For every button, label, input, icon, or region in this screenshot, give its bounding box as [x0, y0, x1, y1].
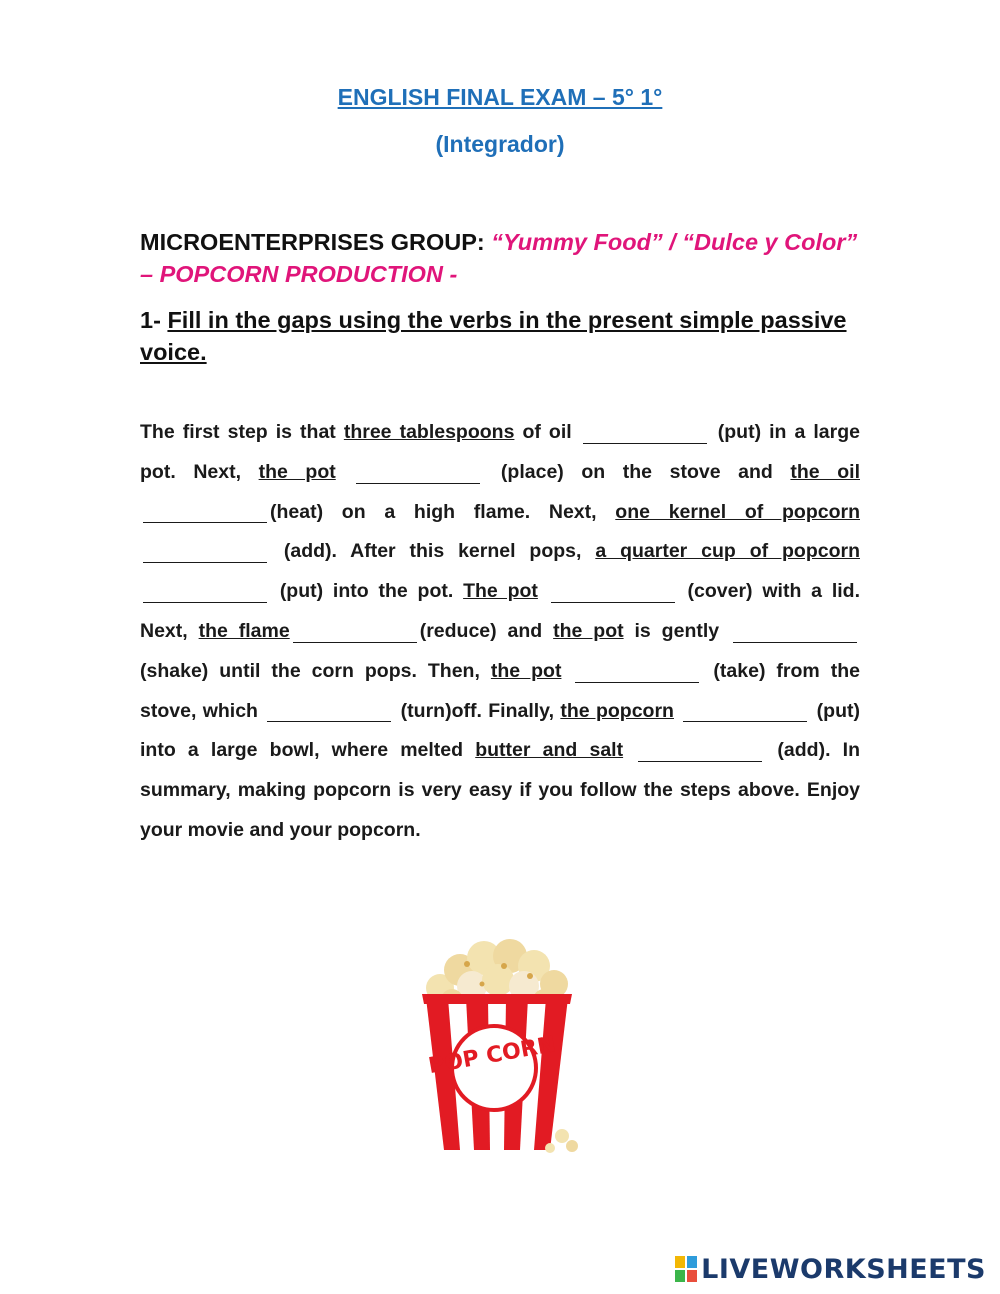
- subject-underline: the oil: [790, 460, 860, 483]
- liveworksheets-logo-icon: [675, 1256, 697, 1282]
- text-segment: (add). In summary, making popcorn is very easy if you follow the steps above. Enjoy your movie and your popcorn.: [140, 739, 861, 841]
- subject-underline: The pot: [463, 580, 538, 603]
- gap-input-9[interactable]: [575, 662, 699, 683]
- gap-input-2[interactable]: [356, 463, 480, 484]
- brand-footer: [675, 1253, 986, 1285]
- brand-name: LIVEWORKSHEETS: [701, 1253, 986, 1285]
- text-segment: of oil: [514, 421, 580, 443]
- gap-input-12[interactable]: [638, 741, 762, 762]
- popcorn-bucket-image: [412, 936, 582, 1166]
- text-segment: (cover) with a lid. Next,: [140, 580, 860, 642]
- text-segment: (shake) until the corn pops. Then,: [140, 659, 491, 682]
- text-segment: (heat) on a high flame. Next,: [270, 500, 616, 523]
- text-segment: (take) from the stove, which: [140, 659, 861, 722]
- gap-input-4[interactable]: [143, 542, 267, 563]
- text-segment: (put) into the pot.: [270, 580, 464, 603]
- group-name: “Yummy Food” / “Dulce y Color” – POPCORN PRODUCTION -: [140, 229, 858, 287]
- badge-text: POP CORN: [426, 1032, 558, 1080]
- gap-input-10[interactable]: [267, 701, 391, 722]
- subject-underline: the popcorn: [560, 699, 674, 722]
- text-segment: The first step is that: [140, 421, 344, 443]
- page-subtitle: (Integrador): [435, 131, 565, 157]
- text-segment: (turn)off. Finally,: [394, 699, 561, 722]
- instruction-number: 1-: [140, 307, 161, 333]
- instruction-text: Fill in the gaps using the verbs in the present simple passive voice.: [140, 307, 847, 365]
- subject-underline: the pot: [490, 659, 562, 682]
- subject-underline: the pot: [553, 619, 624, 642]
- gap-input-1[interactable]: [583, 423, 707, 444]
- gap-input-3[interactable]: [143, 502, 267, 523]
- group-label: MICROENTERPRISES GROUP:: [140, 229, 485, 255]
- gap-input-6[interactable]: [551, 582, 675, 603]
- instruction: [140, 304, 860, 368]
- group-heading: [140, 226, 870, 290]
- bucket-rim: [422, 994, 572, 1004]
- text-segment: (place) on the stove and: [483, 460, 791, 483]
- text-segment: (reduce) and: [419, 619, 554, 642]
- gap-input-8[interactable]: [733, 622, 857, 643]
- text-segment: (put) into a large bowl, where melted: [140, 699, 860, 762]
- gap-input-11[interactable]: [683, 701, 807, 722]
- subject-underline: a quarter cup of popcorn: [595, 540, 860, 563]
- gap-input-5[interactable]: [143, 582, 267, 603]
- text-segment: (add). After this kernel pops,: [270, 540, 596, 563]
- subject-underline: the flame: [198, 619, 290, 642]
- subject-underline: the pot: [258, 460, 336, 483]
- gap-input-7[interactable]: [293, 622, 417, 643]
- text-segment: (put) in a large pot. Next,: [140, 421, 860, 483]
- text-segment: is gently: [623, 619, 731, 642]
- exercise-paragraph: [140, 413, 860, 851]
- subject-underline: three tablespoons: [343, 421, 515, 443]
- subject-underline: one kernel of popcorn: [615, 500, 860, 523]
- page-title: ENGLISH FINAL EXAM – 5° 1°: [337, 84, 663, 110]
- subject-underline: butter and salt: [475, 739, 624, 762]
